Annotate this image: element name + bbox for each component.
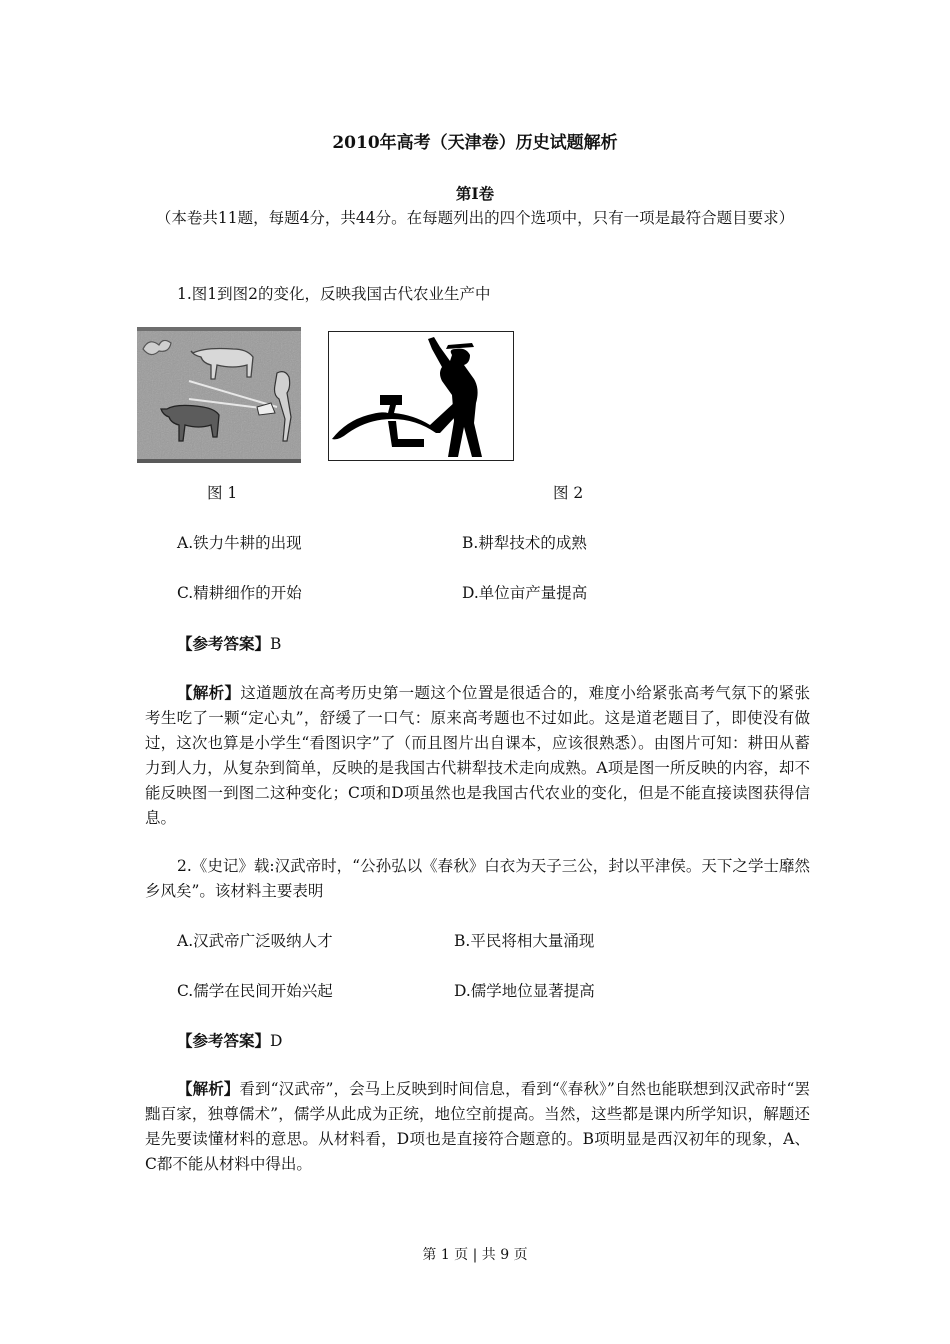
q2-option-b: B.平民将相大量涌现 xyxy=(454,932,595,950)
q1-option-a: A.铁力牛耕的出现 xyxy=(177,534,302,552)
q2-option-c: C.儒学在民间开始兴起 xyxy=(177,982,333,1000)
q1-analysis xyxy=(145,680,810,831)
analysis-text: 这道题放在高考历史第一题这个位置是很适合的，难度小给紧张高考气氛下的紧张考生吃了一颗“定心丸”，舒缓了一口气：原来高考题也不过如此。这是道老题目了，即使没有做过，这次也算是小学生“看图识字”了（而且图片出自课本，应该很熟悉）。由图片可知：耕田从蓄力到人力，从复杂到简单，反映的是我国古代耕犁技术走向成熟。A项是图一所反映的内容，却不能反映图一到图二这种变化；C项和D项虽然也是我国古代农业的变化，但是不能直接读图获得信息。 xyxy=(145,684,810,827)
document-title: 2010年高考（天津卷）历史试题解析 xyxy=(332,133,618,153)
q1-option-b: B.耕犁技术的成熟 xyxy=(462,534,587,552)
q2-option-d: D.儒学地位显著提高 xyxy=(454,982,595,1000)
answer-value: B xyxy=(270,635,282,653)
answer-value: D xyxy=(270,1032,283,1050)
q2-answer xyxy=(177,1028,282,1054)
q1-option-c: C.精耕细作的开始 xyxy=(177,584,302,602)
q1-answer xyxy=(177,631,281,657)
page-footer: 第 1 页 | 共 9 页 xyxy=(422,1247,528,1263)
answer-label: 【参考答案】 xyxy=(177,1031,271,1050)
figure-2-human-plow-image xyxy=(328,331,514,461)
figure-2-caption: 图 2 xyxy=(553,484,584,502)
q2-option-a: A.汉武帝广泛吸纳人才 xyxy=(177,932,333,950)
figure-1-caption: 图 1 xyxy=(207,484,238,502)
question-1-stem: 1.图1到图2的变化，反映我国古代农业生产中 xyxy=(177,285,491,303)
q2-analysis xyxy=(145,1076,810,1177)
answer-label: 【参考答案】 xyxy=(177,634,271,653)
q1-option-d: D.单位亩产量提高 xyxy=(462,584,588,602)
analysis-label: 【解析】 xyxy=(177,1079,240,1098)
volume-heading: 第I卷 xyxy=(455,184,495,203)
figure-1-ox-plowing-image xyxy=(137,327,301,463)
analysis-text: 看到“汉武帝”，会马上反映到时间信息，看到“《春秋》”自然也能联想到汉武帝时“罢黜百家，独尊儒术”，儒学从此成为正统，地位空前提高。当然，这些都是课内所学知识，解题还是先要读懂材料的意思。从材料看，D项也是直接符合题意的。B项明显是西汉初年的现象，A、C都不能从材料中得出。 xyxy=(145,1080,810,1173)
question-2-stem: 2.《史记》载:汉武帝时，“公孙弘以《春秋》白衣为天子三公，封以平津侯。天下之学士靡然乡风矣”。该材料主要表明 xyxy=(145,857,810,900)
analysis-label: 【解析】 xyxy=(177,683,241,702)
section-note: （本卷共11题，每题4分，共44分。在每题列出的四个选项中，只有一项是最符合题目要求） xyxy=(155,209,795,227)
